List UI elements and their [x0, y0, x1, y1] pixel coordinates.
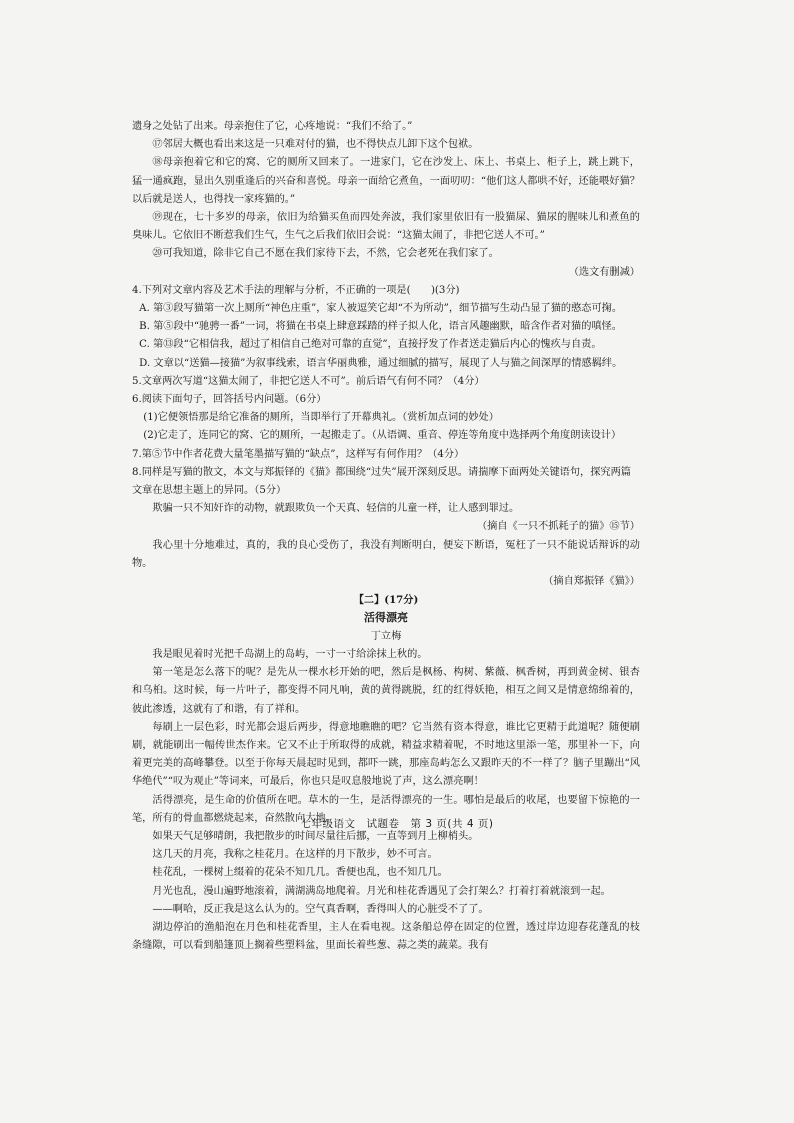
- article-paragraph: 活得漂亮，是生命的价值所在吧。草木的一生，是活得漂亮的一生。哪怕是最后的收尾，也要留下惊艳的一笔，所有的骨血都燃烧起来，奋然散向大地。: [132, 794, 640, 824]
- paragraph-18: ⑱母亲抱着它和它的窝、它的厕所又回来了。一进家门，它在沙发上、床上、书桌上、柜子上，跳上跳下，猛一通疯跑，显出久别重逢后的兴奋和喜悦。母亲一面给它煮鱼，一面叨叨：“他们这人都哄不好，还能喂好猫？以后就是送人，也得找一家疼猫的。”: [132, 157, 640, 205]
- article-paragraph: 如果天气足够晴朗，我把散步的时间尽量往后挪，一直等到月上柳梢头。: [152, 830, 479, 842]
- question-5: 5.文章两次写道“这猫太闹了，非把它送人不可”。前后语气有何不同？（4分）: [132, 375, 485, 387]
- source-note: （选文有删减）: [568, 266, 640, 278]
- option-d: D. 文章以“送猫—接猫”为叙事线索，语言华丽典雅，通过细腻的描写，展现了人与猫之间深厚的情感羁绊。: [139, 357, 623, 369]
- article-paragraph: 每刷上一层色彩，时光都会退后两步，得意地瞧瞧的吧？它当然有资本得意，谁比它更精于此道呢？随便刷刷，就能刷出一幅传世杰作来。它又不止于所取得的成就，精益求精着呢，不时地这里添一笔，那里补一下，向着更完美的高峰攀登。以至于你每天晨起时见到，都吓一跳，那座岛屿怎么又跟昨天的不一样了？脑子里蹦出“风华绝代”“叹为观止”等词来，可最后，你也只是叹息般地说了声，这么漂亮啊！: [132, 721, 640, 788]
- page-footer: 七年级语文 试题卷 第 3 页(共 4 页): [300, 818, 494, 830]
- paragraph-20: ⑳可我知道，除非它自己不愿在我们家待下去，不然，它会老死在我们家了。: [152, 248, 499, 260]
- article-paragraph: ——啊哈，反正我是这么认为的。空气真香啊，香得叫人的心脏受不了了。: [152, 903, 489, 915]
- section-header: 【二】(17分): [353, 594, 419, 607]
- option-a: A. 第③段写猫第一次上厕所“神色庄重”，家人被逗笑它却“不为所动”，细节描写生动凸显了猫的憨态可掬。: [139, 303, 623, 315]
- option-b: B. 第⑤段中“驰骋一番”一词，将猫在书桌上肆意踩踏的样子拟人化，语言风趣幽默，暗含作者对猫的嗔怪。: [139, 321, 622, 333]
- article-author: 丁立梅: [370, 630, 402, 642]
- question-4: 4.下列对文章内容及艺术手法的理解与分析，不正确的一项是( )(3分): [132, 284, 460, 296]
- article-paragraph: 月光也乱，漫山遍野地滚着，满湖满岛地爬着。月光和桂花香遇见了会打架么？打着打着就滚到一起。: [152, 885, 611, 897]
- article-paragraph: 桂花乱，一棵树上缀着的花朵不知几几。香便也乱，也不知几几。: [152, 867, 448, 879]
- question-6-1: (1)它便领悟那是给它准备的厕所，当即举行了开幕典礼。（赏析加点词的妙处）: [143, 412, 499, 424]
- question-6: 6.阅读下面句子，回答括号内问题。（6分）: [132, 394, 327, 406]
- article-paragraph: 湖边停泊的渔船泡在月色和桂花香里，主人在看电视。这条船总停在固定的位置，透过岸边迎春花蓬乱的枝条缝隙，可以看到船篷顶上搁着些塑料盆，里面长着些葱、蒜之类的蔬菜。我有: [132, 921, 640, 952]
- article-paragraph: 第一笔是怎么落下的呢？是先从一棵水杉开始的吧，然后是枫杨、构树、紫薇、枫香树，再到黄金树、银杏和乌桕。这时候，每一片叶子，都变得不同凡响，黄的黄得跳脱，红的红得妖艳，相互之间又是情意绵绵着的，彼此渗透，这就有了和谐，有了祥和。: [132, 667, 640, 715]
- passage-line: 遗身之处钻了出来。母亲抱住了它，心疼地说：“我们不给了。”: [132, 121, 413, 132]
- option-c: C. 第⑬段“它相信我，超过了相信自己绝对可靠的直觉”，直接抒发了作者送走猫后内心的愧疚与自责。: [139, 339, 602, 351]
- quote-1: 欺骗一只不知奸诈的动物，就跟欺负一个天真、轻信的儿童一样，让人感到罪过。: [152, 503, 520, 515]
- article-title: 活得漂亮: [364, 611, 408, 625]
- quote-2-source: （摘自郑振铎《猫》）: [543, 576, 640, 588]
- quote-2: 我心里十分地难过，真的，我的良心受伤了，我没有判断明白，便妄下断语，冤枉了一只不能说话辩诉的动物。: [132, 539, 640, 569]
- question-6-2: (2)它走了，连同它的窝、它的厕所，一起搬走了。（从语调、重音、停连等角度中选择两个角度朗读设计）: [143, 430, 622, 442]
- paragraph-17: ⑰邻居大概也看出来这是一只难对付的猫，也不得快点儿卸下这个包袱。: [152, 139, 479, 151]
- question-8: 8.同样是写猫的散文，本文与郑振铎的《猫》都围绕“过失”展开深刻反思。请揣摩下面两处关键语句，探究两篇文章在思想主题上的异同。（5分）: [132, 466, 631, 497]
- quote-1-source: （摘自《一只不抓耗子的猫》⑮节）: [477, 521, 640, 533]
- paragraph-19: ⑲现在，七十多岁的母亲，依旧为给猫买鱼而四处奔波，我们家里依旧有一股猫屎、猫尿的腥味儿和煮鱼的臭味儿。它依旧不断惹我们生气，生气之后我们依旧会说：“这猫太闹了，非把它送人不可。”: [132, 212, 640, 242]
- article-paragraph: 这几天的月亮，我称之桂花月。在这样的月下散步，妙不可言。: [152, 849, 438, 861]
- article-paragraph: 我是眼见着时光把千岛湖上的岛屿，一寸一寸给涂抹上秋的。: [152, 648, 428, 660]
- question-7: 7.第⑤节中作者花费大量笔墨描写猫的“缺点”，这样写有何作用？（4分）: [132, 448, 465, 460]
